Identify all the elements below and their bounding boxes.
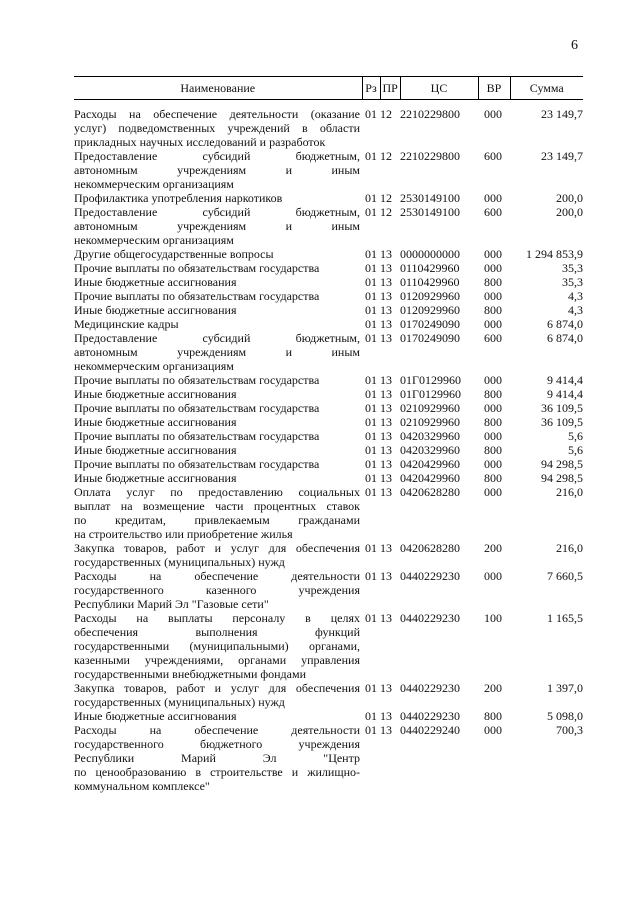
row-pr-cell: 13 xyxy=(380,331,392,345)
table-row xyxy=(74,149,583,191)
row-cs-cell: 0420329960 xyxy=(400,429,460,443)
row-cs-cell: 0120929960 xyxy=(400,289,460,303)
row-vr-cell: 800 xyxy=(484,415,502,429)
row-sum-cell: 7 660,5 xyxy=(547,569,583,583)
row-name-line: государственных (муниципальных) нужд xyxy=(74,555,285,569)
row-pr-cell: 13 xyxy=(380,415,392,429)
table-row xyxy=(74,261,583,275)
row-rz-cell: 01 xyxy=(365,149,377,163)
table-row xyxy=(74,303,583,317)
row-name-cell xyxy=(74,457,362,471)
row-rz-cell: 01 xyxy=(365,303,377,317)
row-name-cell xyxy=(74,205,362,247)
row-vr-cell: 000 xyxy=(484,247,502,261)
row-vr-cell: 200 xyxy=(484,681,502,695)
row-sum-cell: 94 298,5 xyxy=(541,457,583,471)
header-rz: Рз xyxy=(362,77,380,100)
row-name-cell xyxy=(74,275,362,289)
table-row xyxy=(74,541,583,569)
row-name-cell xyxy=(74,471,362,485)
row-cs-cell: 0440229230 xyxy=(400,611,460,625)
table-row xyxy=(74,429,583,443)
row-name-line: Другие общегосударственные вопросы xyxy=(74,247,274,261)
row-sum-cell: 94 298,5 xyxy=(541,471,583,485)
row-cs-cell: 0420429960 xyxy=(400,471,460,485)
row-vr-cell: 200 xyxy=(484,541,502,555)
row-vr-cell: 000 xyxy=(484,107,502,121)
row-name-cell xyxy=(74,415,362,429)
row-name-line: Иные бюджетные ассигнования xyxy=(74,471,237,485)
row-name-line: услуг) подведомственных учреждений в области xyxy=(74,121,360,135)
row-name-line: Закупка товаров, работ и услуг для обеспечения xyxy=(74,541,360,555)
row-name-cell xyxy=(74,303,362,317)
row-rz-cell: 01 xyxy=(365,107,377,121)
row-pr-cell: 13 xyxy=(380,681,392,695)
row-name-cell xyxy=(74,723,362,793)
row-name-cell xyxy=(74,611,362,681)
row-pr-cell: 13 xyxy=(380,569,392,583)
row-vr-cell: 000 xyxy=(484,485,502,499)
header-cs: ЦС xyxy=(400,77,478,100)
row-name-cell xyxy=(74,569,362,611)
row-name-line: Прочие выплаты по обязательствам государства xyxy=(74,401,320,415)
row-name-line: государственных (муниципальных) нужд xyxy=(74,695,285,709)
row-sum-cell: 700,3 xyxy=(556,723,583,737)
row-pr-cell: 13 xyxy=(380,457,392,471)
row-cs-cell: 0110429960 xyxy=(400,275,460,289)
row-pr-cell: 13 xyxy=(380,429,392,443)
row-name-line: на строительство или приобретение жилья xyxy=(74,527,293,541)
row-rz-cell: 01 xyxy=(365,569,377,583)
row-cs-cell: 0000000000 xyxy=(400,247,460,261)
row-sum-cell: 200,0 xyxy=(556,205,583,219)
row-rz-cell: 01 xyxy=(365,541,377,555)
row-cs-cell: 0120929960 xyxy=(400,303,460,317)
row-vr-cell: 100 xyxy=(484,611,502,625)
row-sum-cell: 5,6 xyxy=(568,429,583,443)
row-name-line: Республики Марий Эл "Газовые сети" xyxy=(74,597,269,611)
row-vr-cell: 000 xyxy=(484,429,502,443)
row-name-cell xyxy=(74,289,362,303)
row-name-cell xyxy=(74,443,362,457)
row-pr-cell: 12 xyxy=(380,191,392,205)
table-row xyxy=(74,457,583,471)
row-rz-cell: 01 xyxy=(365,401,377,415)
row-pr-cell: 13 xyxy=(380,303,392,317)
row-cs-cell: 0210929960 xyxy=(400,415,460,429)
row-vr-cell: 800 xyxy=(484,443,502,457)
row-sum-cell: 23 149,7 xyxy=(541,107,583,121)
row-sum-cell: 216,0 xyxy=(556,541,583,555)
row-sum-cell: 4,3 xyxy=(568,289,583,303)
row-vr-cell: 000 xyxy=(484,457,502,471)
row-pr-cell: 12 xyxy=(380,149,392,163)
row-pr-cell: 13 xyxy=(380,373,392,387)
row-name-cell xyxy=(74,429,362,443)
row-name-line: Иные бюджетные ассигнования xyxy=(74,415,237,429)
row-pr-cell: 13 xyxy=(380,485,392,499)
row-name-cell xyxy=(74,401,362,415)
row-vr-cell: 000 xyxy=(484,317,502,331)
row-rz-cell: 01 xyxy=(365,429,377,443)
table-row xyxy=(74,205,583,247)
row-cs-cell: 0420628280 xyxy=(400,485,460,499)
row-cs-cell: 0170249090 xyxy=(400,317,460,331)
row-cs-cell: 0420429960 xyxy=(400,457,460,471)
table-row xyxy=(74,485,583,541)
row-rz-cell: 01 xyxy=(365,611,377,625)
row-name-cell xyxy=(74,247,362,261)
row-rz-cell: 01 xyxy=(365,723,377,737)
row-cs-cell: 2210229800 xyxy=(400,107,460,121)
table-row xyxy=(74,331,583,373)
header-pr: ПР xyxy=(380,77,400,100)
row-sum-cell: 216,0 xyxy=(556,485,583,499)
row-name-line: некоммерческим организациям xyxy=(74,233,234,247)
row-pr-cell: 12 xyxy=(380,205,392,219)
row-sum-cell: 35,3 xyxy=(562,275,583,289)
row-cs-cell: 0110429960 xyxy=(400,261,460,275)
row-sum-cell: 5,6 xyxy=(568,443,583,457)
row-name-line: некоммерческим организациям xyxy=(74,177,234,191)
row-sum-cell: 35,3 xyxy=(562,261,583,275)
row-vr-cell: 800 xyxy=(484,303,502,317)
row-rz-cell: 01 xyxy=(365,261,377,275)
row-name-line: Расходы на обеспечение деятельности (оказание xyxy=(74,107,360,121)
row-cs-cell: 0170249090 xyxy=(400,331,460,345)
row-cs-cell: 2210229800 xyxy=(400,149,460,163)
row-sum-cell: 6 874,0 xyxy=(547,317,583,331)
row-name-line: Предоставление субсидий бюджетным, xyxy=(74,331,360,345)
row-pr-cell: 13 xyxy=(380,387,392,401)
row-cs-cell: 0420628280 xyxy=(400,541,460,555)
header-vr: ВР xyxy=(478,77,510,100)
row-name-cell xyxy=(74,681,362,709)
table-row xyxy=(74,611,583,681)
row-name-line: автономным учреждениям и иным xyxy=(74,345,360,359)
row-name-cell xyxy=(74,100,362,150)
row-name-line: Предоставление субсидий бюджетным, xyxy=(74,205,360,219)
row-name-line: Прочие выплаты по обязательствам государства xyxy=(74,373,320,387)
row-name-line: государственными (муниципальными) органами, xyxy=(74,639,360,653)
table-body xyxy=(74,100,583,794)
row-name-cell xyxy=(74,709,362,723)
table-row xyxy=(74,415,583,429)
table-row xyxy=(74,723,583,793)
row-name-line: Прочие выплаты по обязательствам государства xyxy=(74,429,320,443)
row-name-line: Иные бюджетные ассигнования xyxy=(74,303,237,317)
row-name-cell xyxy=(74,387,362,401)
table-row xyxy=(74,289,583,303)
row-name-line: Прочие выплаты по обязательствам государства xyxy=(74,261,320,275)
table-header-row xyxy=(74,77,583,100)
table-row xyxy=(74,191,583,205)
row-sum-cell: 1 397,0 xyxy=(547,681,583,695)
row-sum-cell: 36 109,5 xyxy=(541,401,583,415)
row-name-line: Расходы на выплаты персоналу в целях xyxy=(74,611,360,625)
row-sum-cell: 1 294 853,9 xyxy=(526,247,583,261)
row-name-line: Республики Марий Эл "Центр xyxy=(74,751,360,765)
row-pr-cell: 13 xyxy=(380,709,392,723)
table-row xyxy=(74,317,583,331)
row-name-line: коммунальном комплексе" xyxy=(74,779,210,793)
header-name: Наименование xyxy=(74,77,362,100)
row-name-cell xyxy=(74,149,362,191)
row-name-line: Медицинские кадры xyxy=(74,317,179,331)
row-name-line: по ценообразованию в строительстве и жилищно- xyxy=(74,765,360,779)
row-sum-cell: 23 149,7 xyxy=(541,149,583,163)
row-cs-cell: 2530149100 xyxy=(400,191,460,205)
row-name-line: Расходы на обеспечение деятельности xyxy=(74,723,360,737)
row-rz-cell: 01 xyxy=(365,275,377,289)
row-vr-cell: 600 xyxy=(484,149,502,163)
row-rz-cell: 01 xyxy=(365,709,377,723)
row-vr-cell: 000 xyxy=(484,569,502,583)
row-pr-cell: 13 xyxy=(380,261,392,275)
row-pr-cell: 13 xyxy=(380,723,392,737)
row-name-line: Оплата услуг по предоставлению социальных xyxy=(74,485,360,499)
row-rz-cell: 01 xyxy=(365,331,377,345)
row-name-line: Иные бюджетные ассигнования xyxy=(74,387,237,401)
row-sum-cell: 200,0 xyxy=(556,191,583,205)
row-cs-cell: 0420329960 xyxy=(400,443,460,457)
row-sum-cell: 4,3 xyxy=(568,303,583,317)
row-pr-cell: 13 xyxy=(380,275,392,289)
row-sum-cell: 1 165,5 xyxy=(547,611,583,625)
budget-table xyxy=(74,76,583,793)
row-name-line: Иные бюджетные ассигнования xyxy=(74,443,237,457)
row-vr-cell: 000 xyxy=(484,373,502,387)
row-name-cell xyxy=(74,191,362,205)
row-name-line: государственного бюджетного учреждения xyxy=(74,737,360,751)
row-sum-cell: 5 098,0 xyxy=(547,709,583,723)
row-pr-cell: 13 xyxy=(380,401,392,415)
table-row xyxy=(74,709,583,723)
row-name-line: автономным учреждениям и иным xyxy=(74,163,360,177)
row-name-cell xyxy=(74,485,362,541)
row-name-cell xyxy=(74,331,362,373)
row-pr-cell: 13 xyxy=(380,611,392,625)
row-name-line: Закупка товаров, работ и услуг для обеспечения xyxy=(74,681,360,695)
row-rz-cell: 01 xyxy=(365,415,377,429)
row-vr-cell: 600 xyxy=(484,205,502,219)
header-sum: Сумма xyxy=(510,77,583,100)
row-vr-cell: 600 xyxy=(484,331,502,345)
table-row xyxy=(74,401,583,415)
table-row xyxy=(74,681,583,709)
row-cs-cell: 0440229230 xyxy=(400,709,460,723)
row-rz-cell: 01 xyxy=(365,289,377,303)
page-number: 6 xyxy=(571,38,578,53)
row-sum-cell: 9 414,4 xyxy=(547,387,583,401)
row-name-line: государственного казенного учреждения xyxy=(74,583,360,597)
row-name-line: выплат на возмещение части процентных ставок xyxy=(74,499,360,513)
row-name-line: государственными внебюджетными фондами xyxy=(74,667,307,681)
row-name-line: Прочие выплаты по обязательствам государства xyxy=(74,289,320,303)
row-vr-cell: 800 xyxy=(484,471,502,485)
row-name-cell xyxy=(74,541,362,569)
row-cs-cell: 01Г0129960 xyxy=(400,373,461,387)
row-vr-cell: 000 xyxy=(484,261,502,275)
row-vr-cell: 000 xyxy=(484,723,502,737)
row-cs-cell: 0440229240 xyxy=(400,723,460,737)
row-rz-cell: 01 xyxy=(365,485,377,499)
row-name-line: прикладных научных исследований и разработок xyxy=(74,135,326,149)
table-row xyxy=(74,443,583,457)
row-vr-cell: 800 xyxy=(484,387,502,401)
row-vr-cell: 800 xyxy=(484,275,502,289)
row-name-cell xyxy=(74,373,362,387)
row-pr-cell: 13 xyxy=(380,471,392,485)
row-name-line: Расходы на обеспечение деятельности xyxy=(74,569,360,583)
table-row xyxy=(74,387,583,401)
row-cs-cell: 0440229230 xyxy=(400,569,460,583)
row-cs-cell: 01Г0129960 xyxy=(400,387,461,401)
row-vr-cell: 800 xyxy=(484,709,502,723)
row-sum-cell: 36 109,5 xyxy=(541,415,583,429)
row-rz-cell: 01 xyxy=(365,191,377,205)
row-pr-cell: 13 xyxy=(380,289,392,303)
row-name-line: Иные бюджетные ассигнования xyxy=(74,275,237,289)
row-name-cell xyxy=(74,261,362,275)
row-name-cell xyxy=(74,317,362,331)
table-row xyxy=(74,275,583,289)
table-row xyxy=(74,569,583,611)
row-pr-cell: 13 xyxy=(380,541,392,555)
row-name-line: обеспечения выполнения функций xyxy=(74,625,360,639)
row-rz-cell: 01 xyxy=(365,247,377,261)
row-name-line: по кредитам, привлекаемым гражданами xyxy=(74,513,360,527)
row-name-line: Предоставление субсидий бюджетным, xyxy=(74,149,360,163)
row-cs-cell: 2530149100 xyxy=(400,205,460,219)
row-vr-cell: 000 xyxy=(484,191,502,205)
row-name-line: некоммерческим организациям xyxy=(74,359,234,373)
row-pr-cell: 13 xyxy=(380,247,392,261)
row-vr-cell: 000 xyxy=(484,289,502,303)
row-pr-cell: 13 xyxy=(380,317,392,331)
row-sum-cell: 6 874,0 xyxy=(547,331,583,345)
row-name-line: автономным учреждениям и иным xyxy=(74,219,360,233)
row-rz-cell: 01 xyxy=(365,373,377,387)
row-vr-cell: 000 xyxy=(484,401,502,415)
table-row xyxy=(74,471,583,485)
row-pr-cell: 13 xyxy=(380,443,392,457)
row-rz-cell: 01 xyxy=(365,443,377,457)
row-cs-cell: 0440229230 xyxy=(400,681,460,695)
row-cs-cell: 0210929960 xyxy=(400,401,460,415)
row-name-line: Профилактика употребления наркотиков xyxy=(74,191,283,205)
row-rz-cell: 01 xyxy=(365,205,377,219)
row-pr-cell: 12 xyxy=(380,107,392,121)
row-name-line: Прочие выплаты по обязательствам государства xyxy=(74,457,320,471)
table-row xyxy=(74,247,583,261)
row-rz-cell: 01 xyxy=(365,457,377,471)
row-rz-cell: 01 xyxy=(365,317,377,331)
row-rz-cell: 01 xyxy=(365,471,377,485)
table-row xyxy=(74,100,583,150)
row-sum-cell: 9 414,4 xyxy=(547,373,583,387)
row-name-line: казенными учреждениями, органами управления xyxy=(74,653,360,667)
row-name-line: Иные бюджетные ассигнования xyxy=(74,709,237,723)
row-rz-cell: 01 xyxy=(365,681,377,695)
table-row xyxy=(74,373,583,387)
row-rz-cell: 01 xyxy=(365,387,377,401)
